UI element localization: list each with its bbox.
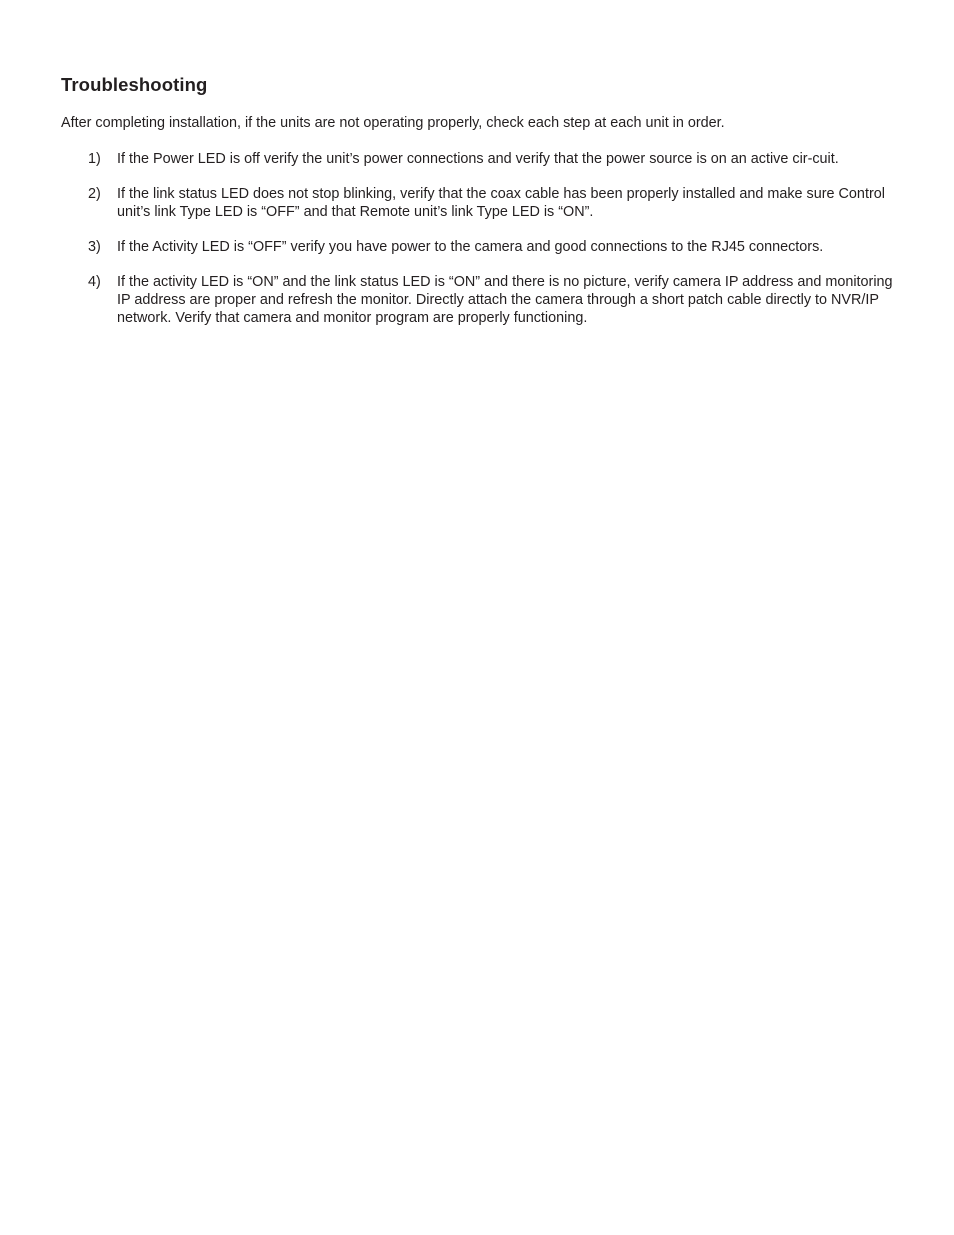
step-text: If the Activity LED is “OFF” verify you have power to the camera and good connections to the RJ45 connectors. — [117, 239, 824, 255]
step-item-3 — [0, 238, 954, 256]
troubleshooting-steps-list — [0, 150, 954, 344]
section-heading: Troubleshooting — [61, 74, 208, 95]
step-text: If the Power LED is off verify the unit’s power connections and verify that the power source is on an active cir-cuit. — [117, 151, 839, 167]
step-item-2 — [0, 185, 954, 221]
step-number: 4) — [88, 274, 101, 290]
step-number: 3) — [88, 239, 101, 255]
step-text: If the activity LED is “ON” and the link status LED is “ON” and there is no picture, verify camera IP address and monitoring IP address are proper and refresh the monitor. Directly attach the camera through a short patch cable directly to NVR/IP network. Verify that camera and monitor program are properly functioning. — [117, 274, 893, 326]
step-item-1 — [0, 150, 954, 168]
step-number: 1) — [88, 151, 101, 167]
step-item-4 — [0, 273, 954, 327]
intro-paragraph: After completing installation, if the units are not operating properly, check each step at each unit in order. — [61, 115, 725, 131]
step-number: 2) — [88, 186, 101, 202]
step-text: If the link status LED does not stop blinking, verify that the coax cable has been properly installed and make sure Control unit’s link Type LED is “OFF” and that Remote unit’s link Type LED is “ON”. — [117, 186, 885, 220]
